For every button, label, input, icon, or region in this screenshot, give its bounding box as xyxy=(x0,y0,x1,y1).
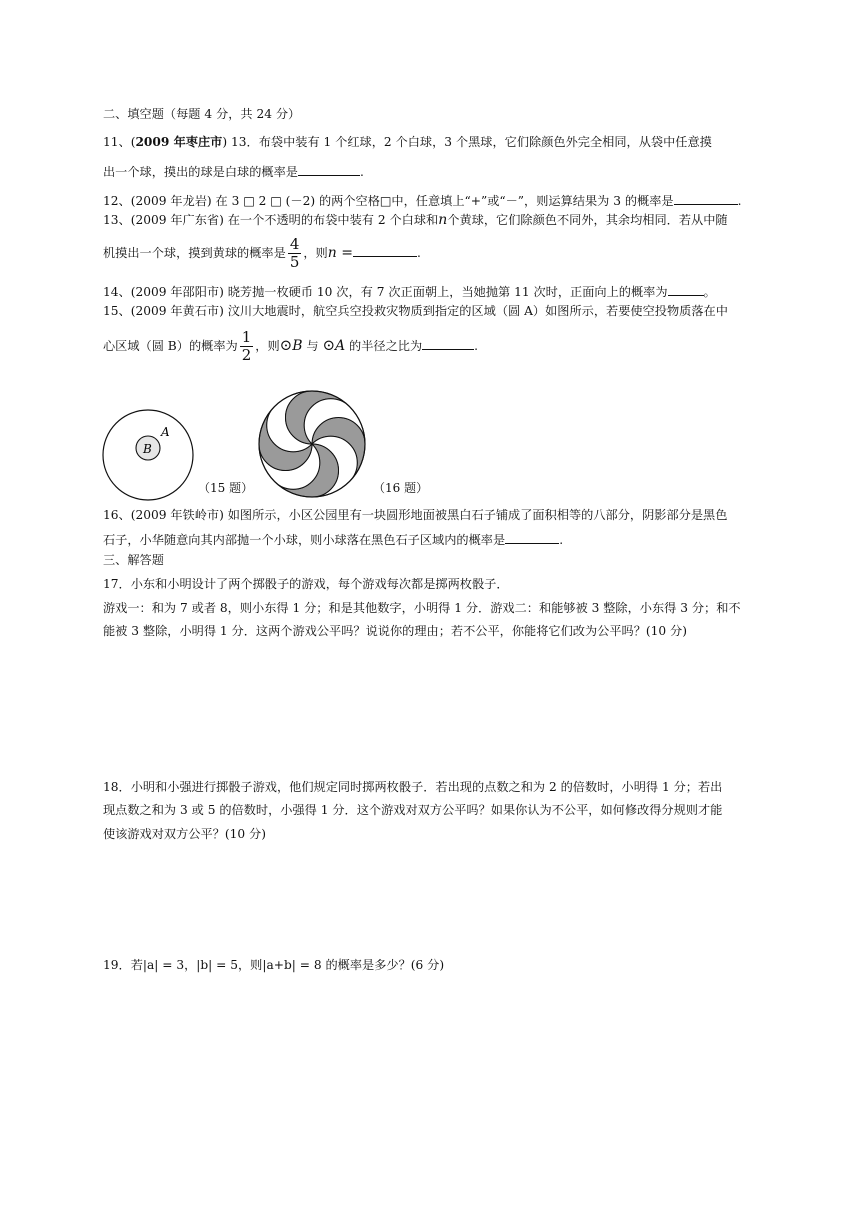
answer-blank-q14[interactable] xyxy=(668,284,704,296)
question-15-line-1: 15、(2009 年黄石市) 汶川大地震时，航空兵空投救灾物质到指定的区域（圆 A）如图所示，若要使空投物质落在中 xyxy=(103,304,728,318)
circle-dot-symbol: ⊙ xyxy=(279,336,293,354)
question-13-line-2 xyxy=(103,236,421,271)
fraction-four-fifths xyxy=(288,236,302,271)
q11-text-2: 出一个球，摸出的球是白球的概率是 xyxy=(103,165,298,179)
answer-blank-q11[interactable] xyxy=(298,164,360,176)
q15-text-2a: 心区域（圆 B）的概率为 xyxy=(103,339,238,353)
figure-15-concentric-circles xyxy=(101,408,195,502)
figure-16-pinwheel-circle xyxy=(256,388,368,500)
fraction-denominator: 2 xyxy=(241,346,252,364)
q13-equation: n = xyxy=(327,245,353,261)
q14-tail: 。 xyxy=(703,285,716,299)
q15-mid: 与 xyxy=(306,339,319,353)
q11-prefix: 11、( xyxy=(103,135,136,149)
answer-blank-q13[interactable] xyxy=(353,245,417,257)
question-14 xyxy=(103,284,716,298)
q15-text-2b: ，则 xyxy=(255,339,280,353)
question-16-line-2 xyxy=(103,532,563,546)
question-18-line-3: 使该游戏对双方公平？(10 分) xyxy=(103,827,266,841)
question-17-line-1: 17．小东和小明设计了两个掷骰子的游戏，每个游戏每次都是掷两枚骰子． xyxy=(103,577,509,591)
fraction-denominator: 5 xyxy=(289,253,300,271)
q13-text-1a: 13、(2009 年广东省) 在一个不透明的布袋中装有 2 个白球和 xyxy=(103,213,439,227)
section-heading-solutions: 三、解答题 xyxy=(103,553,164,567)
question-19: 19．若|a| = 3，|b| = 5，则|a+b| = 8 的概率是多少？(6 分) xyxy=(103,958,445,972)
question-16-line-1: 16、(2009 年铁岭市) 如图所示，小区公园里有一块圆形地面被黑白石子铺成了面积相等的八部分，阴影部分是黑色 xyxy=(103,508,728,522)
q13-var-n: n xyxy=(438,212,448,228)
answer-blank-q12[interactable] xyxy=(674,193,738,205)
q15-tail: . xyxy=(474,339,479,353)
answer-blank-q16[interactable] xyxy=(505,532,559,544)
q15-var-a: A xyxy=(335,338,346,354)
question-12 xyxy=(103,193,741,207)
q11-text: 13．布袋中装有 1 个红球，2 个白球，3 个黑球，它们除颜色外完全相同，从袋中任意摸 xyxy=(231,135,712,149)
answer-blank-q15[interactable] xyxy=(422,338,474,350)
question-17-line-2: 游戏一：和为 7 或者 8，则小东得 1 分；和是其他数字，小明得 1 分．游戏二：和能够被 3 整除，小东得 3 分；和不 xyxy=(103,601,741,615)
figure-16-caption: （16 题） xyxy=(373,481,429,495)
question-11-line-1 xyxy=(103,136,712,148)
q14-text: 14、(2009 年邵阳市) 晓芳抛一枚硬币 10 次，有 7 次正面朝上，当她抛第 11 次时，正面向上的概率为 xyxy=(103,285,668,299)
q11-tail: . xyxy=(360,165,364,179)
q13-tail: . xyxy=(416,246,421,260)
q13-text-2b: ，则 xyxy=(303,246,328,260)
q16-tail: . xyxy=(559,533,564,547)
fraction-one-half xyxy=(240,329,254,364)
section-heading-fill-in: 二、填空题（每题 4 分，共 24 分） xyxy=(103,107,301,121)
q16-text-2: 石子，小华随意向其内部抛一个小球，则小球落在黑色石子区域内的概率是 xyxy=(103,533,506,547)
label-b: B xyxy=(143,442,152,456)
fraction-numerator: 1 xyxy=(241,328,252,346)
question-17-line-3: 能被 3 整除，小明得 1 分．这两个游戏公平吗？说说你的理由；若不公平，你能将它们改为公平吗？(10 分) xyxy=(103,624,687,638)
fraction-numerator: 4 xyxy=(289,235,300,253)
q13-text-2a: 机摸出一个球，摸到黄球的概率是 xyxy=(103,246,286,260)
figure-15-caption: （15 题） xyxy=(198,481,254,495)
q15-text-2c: 的半径之比为 xyxy=(349,339,423,353)
q12-text: 12、(2009 年龙岩) 在 3 □ 2 □ (－2) 的两个空格□中，任意填上“+”或“－”，则运算结果为 3 的概率是 xyxy=(103,194,674,208)
circle-dot-symbol: ⊙ xyxy=(322,336,336,354)
q11-source: 2009 年枣庄市 xyxy=(135,135,223,149)
question-18-line-2: 现点数之和为 3 或 5 的倍数时，小强得 1 分．这个游戏对双方公平吗？如果你认为不公平，如何修改得分规则才能 xyxy=(103,803,723,817)
q12-tail: . xyxy=(737,194,742,208)
q13-text-1b: 个黄球，它们除颜色不同外，其余均相同．若从中随 xyxy=(447,213,728,227)
question-13-line-1 xyxy=(103,213,728,227)
question-18-line-1: 18．小明和小强进行掷骰子游戏，他们规定同时掷两枚骰子．若出现的点数之和为 2 的倍数时，小明得 1 分；若出 xyxy=(103,780,723,794)
question-15-line-2 xyxy=(103,329,478,364)
question-11-line-2 xyxy=(103,164,364,178)
q15-var-b: B xyxy=(292,338,303,354)
q11-close: ) xyxy=(222,135,228,149)
label-a: A xyxy=(161,425,170,439)
